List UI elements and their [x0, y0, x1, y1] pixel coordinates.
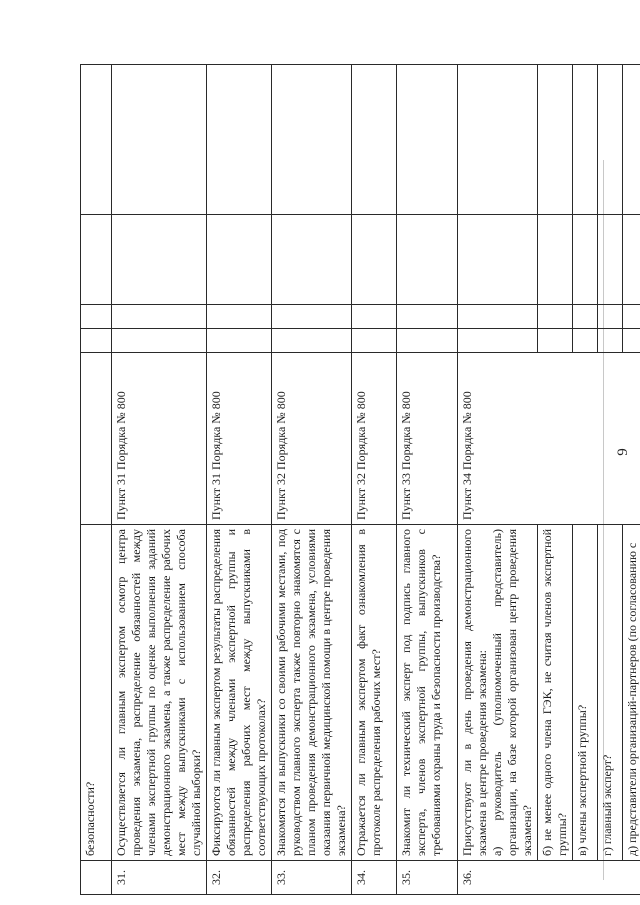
notes-cell	[207, 65, 272, 215]
answer-no-cell	[573, 305, 598, 329]
question-cell: Знакомятся ли выпускники со своими рабочими местами, под руководством главного эксперта также повторно знакомятся с планом проведения демонстрационного экзамена, условиями оказания первичной медицинской помощи в центре проведения экзамена?	[272, 525, 352, 861]
notes-cell	[598, 65, 623, 215]
notes-cell	[573, 65, 598, 215]
answer-na-cell	[352, 215, 397, 305]
notes-cell	[272, 65, 352, 215]
answer-yes-cell	[112, 329, 207, 353]
answer-no-cell	[598, 305, 623, 329]
number-cell: 31.	[112, 861, 207, 895]
answer-yes-cell	[598, 329, 623, 353]
answer-no-cell	[81, 305, 112, 329]
answer-yes-cell	[272, 329, 352, 353]
number-cell: 35.	[397, 861, 458, 895]
answer-na-cell	[538, 215, 573, 305]
reference-cell: Пункт 33 Порядка № 800	[397, 353, 458, 525]
answer-yes-cell	[81, 329, 112, 353]
notes-cell	[397, 65, 458, 215]
notes-cell	[538, 65, 573, 215]
answer-yes-cell	[573, 329, 598, 353]
table-row-32	[207, 65, 272, 895]
notes-cell	[623, 65, 640, 215]
question-cell: Отражается ли главным экспертом факт ознакомления в протоколе распределения рабочих мест?	[352, 525, 397, 861]
question-cell: Осуществляется ли главным экспертом осмотр центра проведения экзамена, распределение обязанностей между членами экспертной группы по оценке выполнения заданий демонстрационного экзамена, а также распределение рабочих мест между выпускниками с использованием способа случайной выборки?	[112, 525, 207, 861]
answer-yes-cell	[207, 329, 272, 353]
answer-na-cell	[458, 215, 538, 305]
answer-no-cell	[458, 305, 538, 329]
question-item-b: б) не менее одного члена ГЭК, не считая членов экспертной группы?	[538, 525, 573, 861]
question-cell: безопасности?	[81, 525, 112, 861]
answer-yes-cell	[352, 329, 397, 353]
answer-na-cell	[207, 215, 272, 305]
question-item-e: д) представители организаций-партнеров (по согласованию с	[623, 525, 640, 861]
answer-no-cell	[397, 305, 458, 329]
answer-na-cell	[81, 215, 112, 305]
number-cell: 34.	[352, 861, 397, 895]
table-row-31	[112, 65, 207, 895]
answer-na-cell	[573, 215, 598, 305]
number-cell: 33.	[272, 861, 352, 895]
checklist-table	[80, 64, 640, 895]
answer-yes-cell	[397, 329, 458, 353]
table-row-35	[397, 65, 458, 895]
answer-no-cell	[207, 305, 272, 329]
table-row-continuation	[81, 65, 112, 895]
answer-yes-cell	[538, 329, 573, 353]
reference-cell: Пункт 32 Порядка № 800	[272, 353, 352, 525]
question-intro: Присутствуют ли в день проведения демонстрационного экзамена в центре проведения экзамена:	[460, 529, 489, 856]
question-cell: Знакомит ли технический эксперт под подпись главного эксперта, членов экспертной группы, выпускников с требованиями охраны труда и безопасности производства?	[397, 525, 458, 861]
reference-cell: Пункт 31 Порядка № 800	[207, 353, 272, 525]
answer-no-cell	[538, 305, 573, 329]
number-cell	[81, 861, 112, 895]
answer-no-cell	[352, 305, 397, 329]
reference-cell: Пункт 31 Порядка № 800	[112, 353, 207, 525]
question-item-d: г) главный эксперт?	[598, 525, 623, 861]
rotated-page	[80, 65, 639, 895]
table-row-36	[458, 65, 538, 895]
table-row-34	[352, 65, 397, 895]
answer-na-cell	[623, 215, 640, 305]
answer-no-cell	[623, 305, 640, 329]
answer-yes-cell	[458, 329, 538, 353]
page-number: 9	[615, 448, 631, 456]
question-item-c: в) члены экспертной группы?	[573, 525, 598, 861]
answer-na-cell	[272, 215, 352, 305]
answer-yes-cell	[623, 329, 640, 353]
reference-cell: Пункт 32 Порядка № 800	[352, 353, 397, 525]
notes-cell	[112, 65, 207, 215]
notes-cell	[352, 65, 397, 215]
answer-na-cell	[598, 215, 623, 305]
question-item-a: а) руководитель (уполномоченный представитель) организации, на базе которой организован центр проведения экзамена?	[490, 529, 534, 856]
question-cell	[458, 525, 538, 861]
notes-cell	[81, 65, 112, 215]
answer-no-cell	[112, 305, 207, 329]
table-row-33	[272, 65, 352, 895]
notes-cell	[458, 65, 538, 215]
question-cell: Фиксируются ли главным экспертом результаты распределения обязанностей между членами экспертной группы и распределения рабочих мест между выпускниками в соответствующих протоколах?	[207, 525, 272, 861]
number-cell: 36.	[458, 861, 640, 895]
number-cell: 32.	[207, 861, 272, 895]
reference-cell	[81, 353, 112, 525]
answer-na-cell	[397, 215, 458, 305]
answer-no-cell	[272, 305, 352, 329]
answer-na-cell	[112, 215, 207, 305]
reference-cell: Пункт 34 Порядка № 800	[458, 353, 640, 525]
